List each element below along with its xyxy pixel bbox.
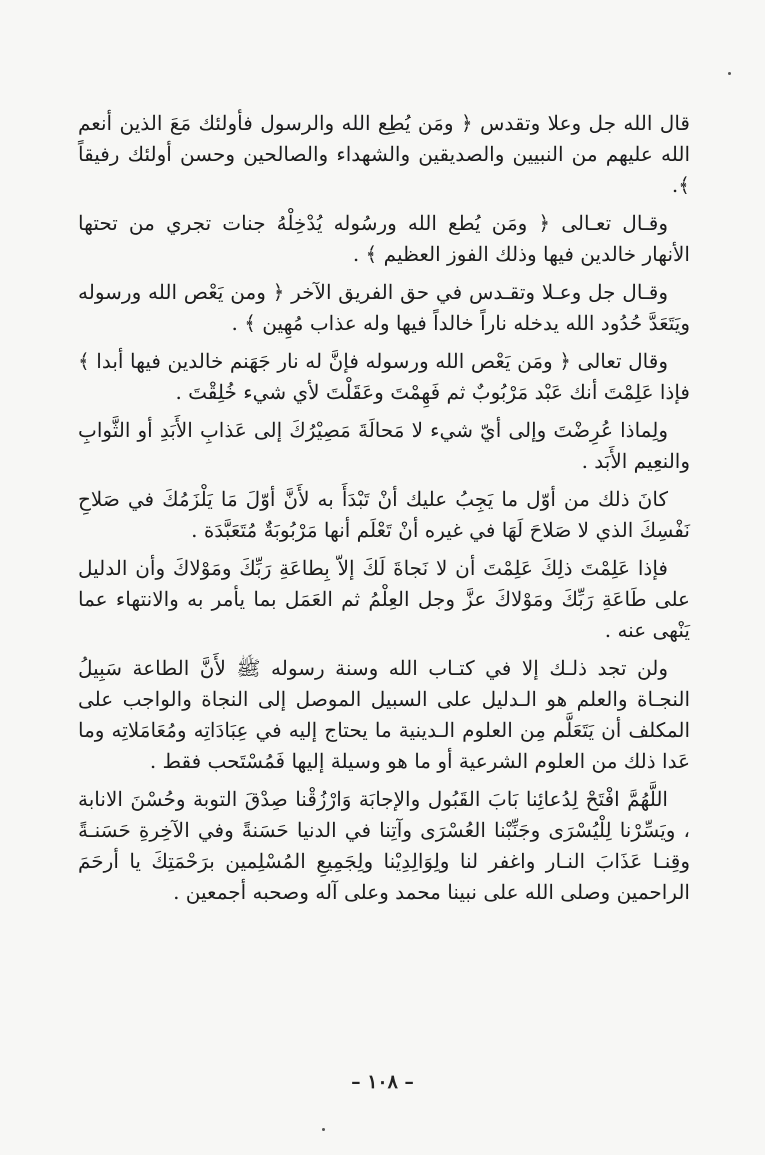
scan-speck [728, 72, 731, 75]
paragraph-3: وقـال جل وعـلا وتقـدس في حق الفريق الآخر ﴿ ومن يَعْص الله ورسوله ويَتَعَدَّ حُدُود الله يدخله ناراً خالداً فيها وله عذاب مُهِين ﴾ . [78, 280, 690, 335]
scan-speck [322, 1128, 325, 1131]
paragraph-9: اللَّهُمَّ افْتَحْ لِدُعائِنا بَابَ القَبُول والإجابَة وَارْزُقْنا صِدْقَ التوبة وحُسْنَ الانابة ، ويَسِّرْنا لِلْيُسْرَى وجَنِّبْنا العُسْرَى وآتِنا في الدنيا حَسَنةً وفي الآخِرةِ حَسَنـةً وقِنـا عَذَابَ النـار واغفر لنا ولِوَالِدِيْنا ولِجَمِيعِ المُسْلِمين برَحْمَتِكَ يا أرحَمَ الراحمين وصلى الله على نبينا محمد وعلى آله وصحبه أجمعين . [78, 787, 690, 904]
paragraph-4: وقال تعالى ﴿ ومَن يَعْص الله ورسوله فإنَّ له نار جَهَنم خالدين فيها أبدا ﴾ فإذا عَلِمْتَ أنك عَبْد مَرْبُوبٌ ثم فَهِمْتَ وعَقَلْتَ لأي شيء خُلِقْتَ . [78, 349, 690, 404]
paragraph-1: قال الله جل وعلا وتقدس ﴿ ومَن يُطِع الله والرسول فأولئك مَعَ الذين أنعم الله عليهم من النبيين والصديقين والشهداء والصالحين وحسن أولئك رفيقاً ﴾. [78, 111, 690, 197]
paragraph-7: فإذا عَلِمْتَ ذلِكَ عَلِمْتَ أن لا نَجاةَ لَكَ إلاّ بِطاعَةِ رَبِّكَ ومَوْلاكَ وأن الدليل على طَاعَةِ رَبِّكَ ومَوْلاكَ عزَّ وجل العِلْمُ ثم العَمَل بما يأمر به والانتهاء عما يَنْهى عنه . [78, 556, 690, 642]
paragraph-2: وقـال تعـالى ﴿ ومَن يُطع الله ورسُوله يُدْخِلْهُ جنات تجري من تحتها الأنهار خالدين فيها وذلك الفوز العظيم ﴾ . [78, 211, 690, 266]
paragraph-8: ولن تجد ذلـك إلا في كتـاب الله وسنة رسوله ﷺ لأَنَّ الطاعة سَبِيلُ النجـاة والعلم هو الـدليل على السبيل الموصل إلى النجاة والواجب على المكلف أن يَتَعَلَّم مِن العلوم الـدينية ما يحتاج إليه في عِبَادَاتِه ومُعَامَلاتِه وما عَدا ذلك من العلوم الشرعية أو ما هو وسيلة إليها فَمُسْتَحب فقط . [78, 656, 691, 773]
page-number: – ١٠٨ – [351, 1071, 414, 1093]
paragraph-6: كانَ ذلك من أوّل ما يَجِبُ عليك أنْ تَبْدَأَ به لأَنَّ أوّلَ مَا يَلْزَمُكَ في صَلاحِ نَفْسِكَ الذي لا صَلاحَ لَهَا في غيره أنْ تَعْلَم أنها مَرْبُوبَةٌ مُتَعَبَّدَة . [78, 487, 690, 542]
paragraph-5: ولِماذا عُرِضْتَ وإلى أيّ شيء لا مَحالَةَ مَصِيْرُكَ إلى عَذابِ الأَبَدِ أو الثَّوابِ والنعِيم الأَبَد . [78, 418, 690, 473]
body-text [78, 108, 690, 915]
